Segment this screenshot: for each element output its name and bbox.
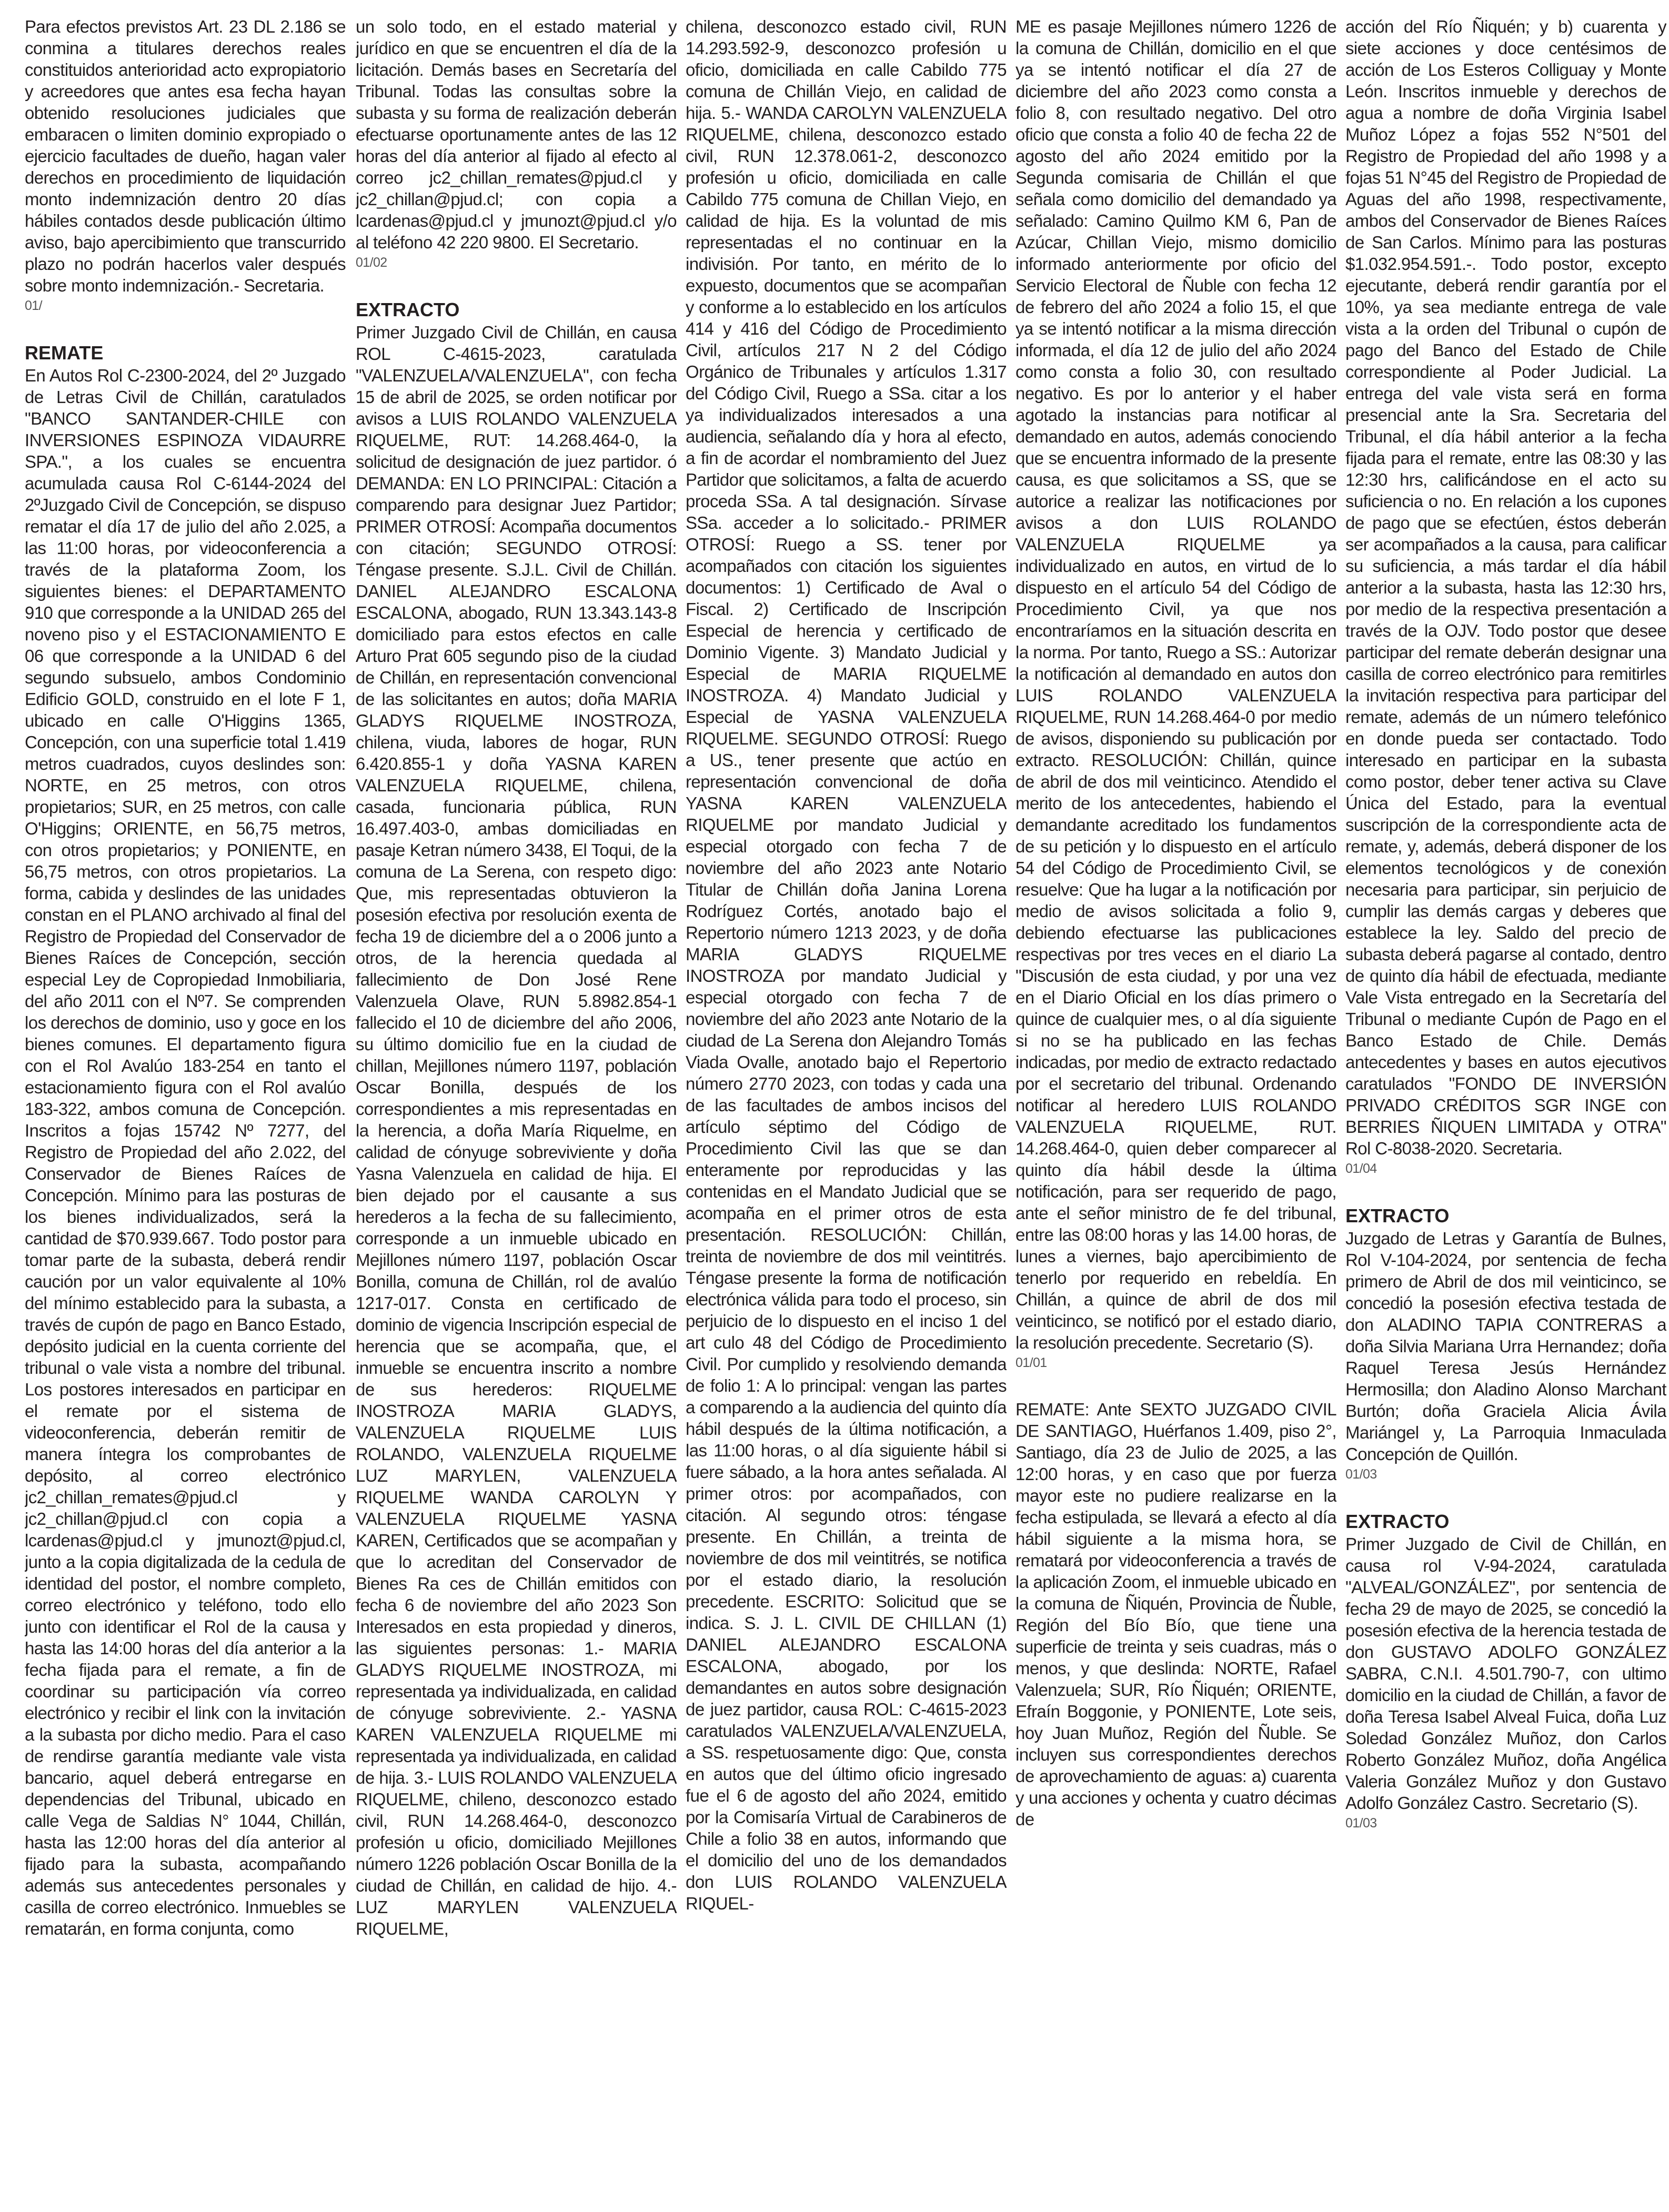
notice-text: Juzgado de Letras y Garantía de Bulnes, Rol V-104-2024, por sentencia de fecha primero de Abril de dos mil veinticinco, se concedió la posesión efectiva testada de don ALADINO TAPIA CONTRERAS a doña Silvia Mariana Urra Hernandez; doña Raquel Teresa Jesús Hernández Hermosilla; don Aladino Alonso Marchant Burtón; doña Graciela Alicia Ávila Mariángel y, La Parroquia Inmaculada Concepción de Quillón.	[1345, 1229, 1666, 1464]
notice-code: 01/03	[1345, 1467, 1377, 1482]
notice-text: Para efectos previstos Art. 23 DL 2.186 se conmina a titulares derechos reales constituidos anterioridad acto expropiatorio y acreedores que antes esa fecha hayan obtenido resoluciones judiciales que embaracen o limiten dominio expropiado o ejercicio facultades de dueño, hagan valer derechos en procedimiento de liquidación monto indemnización dentro 20 días hábiles contados desde publicación último aviso, bajo apercibimiento que transcurrido plazo no podrán hacerlos valer después sobre monto indemnización.- Secretaria.	[25, 17, 346, 295]
column-1	[25, 16, 346, 2199]
notice-text: En Autos Rol C-2300-2024, del 2º Juzgado de Letras Civil de Chillán, caratulados "BANCO SANTANDER-CHILE con INVERSIONES ESPINOZA VIDAURRE SPA.", a los cuales se encuentra acumulada causa Rol C-6144-2024 del 2ºJuzgado Civil de Concepción, se dispuso rematar el día 17 de julio del año 2.025, a las 11:00 horas, por videoconferencia a través de la plataforma Zoom, los siguientes bienes: el DEPARTAMENTO 910 que corresponde a la UNIDAD 265 del noveno piso y el ESTACIONAMIENTO E 06 que corresponde a la UNIDAD 6 del segundo subsuelo, ambos Condominio Edificio GOLD, construido en el lote F 1, ubicado en calle O'Higgins 1365, Concepción, con una superficie total 1.419 metros cuadrados, cuyos deslindes son: NORTE, en 25 metros, con otros propietarios; SUR, en 25 metros, con calle O'Higgins; ORIENTE, en 56,75 metros, con otros propietarios; y PONIENTE, en 56,75 metros, con otros propietarios. La forma, cabida y deslindes de las unidades constan en el PLANO archivado al final del Registro de Propiedad del Conservador de Bienes Raíces de Concepción, sección especial Ley de Copropiedad Inmobiliaria, del año 2011 con el Nº7. Se comprenden los derechos de dominio, uso y goce en los bienes comunes. El departamento figura con el Rol Avalúo 183-254 en tanto el estacionamiento figura con el Rol avalúo 183-322, ambos comuna de Concepción. Inscritos a fojas 15742 Nº 7277, del Registro de Propiedad del año 2.022, del Conservador de Bienes Raíces de Concepción. Mínimo para las posturas de los bienes individualizados, será la cantidad de $70.939.667. Todo postor para tomar parte de la subasta, deberá rendir caución por un valor equivalente al 10% del mínimo establecido para la subasta, a través de cupón de pago en Banco Estado, depósito judicial en la cuenta corriente del tribunal o vale vista a nombre del tribunal. Los postores interesados en participar en el remate por el sistema de videoconferencia, deberán remitir de manera íntegra los comprobantes de depósito, al correo electrónico jc2_chillan_remates@pjud.cl y jc2_chillan@pjud.cl con copia a lcardenas@pjud.cl y jmunozt@pjud.cl, junto a la copia digitalizada de la cedula de identidad del postor, el nombre completo, correo electrónico y teléfono, todo ello junto con identificar el Rol de la causa y hasta las 14:00 horas del día anterior a la fecha fijada para el remate, a fin de coordinar su participación vía correo electrónico y recibir el link con la invitación a la subasta por dicho medio. Para el caso de rendirse garantía mediante vale vista bancario, aquel deberá entregarse en dependencias del Tribunal, ubicado en calle Vega de Saldias N° 1044, Chillán, hasta las 12:00 horas del día anterior al fijado para la subasta, acompañando además sus antecedentes personales y casilla de correo electrónico. Inmuebles se rematarán, en forma conjunta, como	[25, 366, 346, 1938]
notice-text: REMATE: Ante SEXTO JUZGADO CIVIL DE SANTIAGO, Huérfanos 1.409, piso 2°, Santiago, día 23 de Julio de 2025, a las 12:00 horas, y en caso que por fuerza mayor este no pudiere realizarse en la fecha estipulada, se llevará a efecto al día hábil siguiente a la misma hora, se rematará por videoconferencia a través de la aplicación Zoom, el inmueble ubicado en la comuna de Ñiquén, Provincia de Ñuble, Región del Bío Bío, que tiene una superficie de treinta y seis cuadras, más o menos, y que deslinda: NORTE, Rafael Valenzuela; SUR, Río Ñiquén; ORIENTE, Efraín Boggonie, y PONIENTE, Lote seis, hoy Juan Muñoz, Región del Ñuble. Se incluyen sus correspondientes derechos de aprovechamiento de aguas: a) cuarenta y una acciones y ochenta y cuatro décimas de	[1016, 1400, 1336, 1829]
notice-code: 01/03	[1345, 1816, 1377, 1831]
column-4	[1016, 16, 1336, 2199]
notice-text: chilena, desconozco estado civil, RUN 14.293.592-9, desconozco profesión u oficio, domiciliada en calle Cabildo 775 comuna de Chillán Viejo, en calidad de hija. 5.- WANDA CAROLYN VALENZUELA RIQUELME, chilena, desconozco estado civil, RUN 12.378.061-2, desconozco profesión u oficio, domiciliada en calle Cabildo 775 comuna de Chillan Viejo, en calidad de hija. Es la voluntad de mis representadas el no continuar en la indivisión. Por tanto, en mérito de lo expuesto, documentos que se acompañan y conforme a lo establecido en los artículos 414 y 416 del Código de Procedimiento Civil, artículos 217 N 2 del Código Orgánico de Tribunales y artículos 1.317 del Código Civil, Ruego a SSa. citar a los ya individualizados interesados a una audiencia, señalando día y hora al efecto, a fin de acordar el nombramiento del Juez Partidor que solicitamos, a falta de acuerdo proceda SSa. A tal designación. Sírvase SSa. acceder a lo solicitado.- PRIMER OTROSÍ: Ruego a SS. tener por acompañados con citación los siguientes documentos: 1) Certificado de Aval o Fiscal. 2) Certificado de Inscripción Especial de herencia y certificado de Dominio Vigente. 3) Mandato Judicial y Especial de MARIA RIQUELME INOSTROZA. 4) Mandato Judicial y Especial de YASNA VALENZUELA RIQUELME. SEGUNDO OTROSÍ: Ruego a US., tener presente que actúo en representación convencional de doña YASNA KAREN VALENZUELA RIQUELME por mandato Judicial y especial otorgado con fecha 7 de noviembre del año 2023 ante Notario Titular de Chillán doña Janina Lorena Rodríguez Cortés, anotado bajo el Repertorio número 1213 2023, y de doña MARIA GLADYS RIQUELME INOSTROZA por mandato Judicial y especial otorgado con fecha 7 de noviembre del año 2023 ante Notario de la ciudad de La Serena don Alejandro Tomás Viada Ovalle, anotado bajo el Repertorio número 2770 2023, con todas y cada una de las facultades de ambos incisos del artículo séptimo del Código de Procedimiento Civil las que se dan enteramente por reproducidas y las contenidas en el Mandato Judicial que se acompaña en el primer otros de esta presentación. RESOLUCIÓN: Chillán, treinta de noviembre de dos mil veintitrés. Téngase presente la forma de notificación electrónica válida para todo el proceso, sin perjuicio de lo dispuesto en el inciso 1 del art culo 48 del Código de Procedimiento Civil. Por cumplido y resolviendo demanda de folio 1: A lo principal: vengan las partes a comparendo a la audiencia del quinto día hábil después de la última notificación, a las 11:00 horas, o al día siguiente hábil si fuere sábado, a la hora antes señalada. Al primer otros: por acompañados, con citación. Al segundo otros: téngase presente. En Chillán, a treinta de noviembre de dos mil veintitrés, se notifica por el estado diario, la resolución precedente. ESCRITO: Solicitud que se indica. S. J. L. CIVIL DE CHILLAN (1) DANIEL ALEJANDRO ESCALONA ESCALONA, abogado, por los demandantes en autos sobre designación de juez partidor, causa ROL: C-4615-2023 caratulados VALENZUELA/VALENZUELA, a SS. respetuosamente digo: Que, consta en autos que del último oficio ingresado fue el 6 de agosto del año 2024, emitido por la Comisaría Virtual de Carabineros de Chile a folio 38 en autos, informando que el domicilio del uno de los demandados don LUIS ROLANDO VALENZUELA RIQUEL-	[686, 17, 1007, 1913]
column-2	[356, 16, 677, 2199]
column-3	[686, 16, 1007, 2199]
notice-heading: EXTRACTO	[356, 299, 460, 320]
notice-text: Primer Juzgado Civil de Chillán, en causa ROL C-4615-2023, caratulada "VALENZUELA/VALENZUELA", con fecha 15 de abril de 2025, se orden notificar por avisos a LUIS ROLANDO VALENZUELA RIQUELME, RUT: 14.268.464-0, la solicitud de designación de juez partidor. ó DEMANDA: EN LO PRINCIPAL: Citación a comparendo para designar Juez Partidor; PRIMER OTROSÍ: Acompaña documentos con citación; SEGUNDO OTROSÍ: Téngase presente. S.J.L. Civil de Chillán. DANIEL ALEJANDRO ESCALONA ESCALONA, abogado, RUN 13.343.143-8 domiciliado para estos efectos en calle Arturo Prat 605 segundo piso de la ciudad de Chillán, en representación convencional de las solicitantes en autos; doña MARIA GLADYS RIQUELME INOSTROZA, chilena, viuda, labores de hogar, RUN 6.420.855-1 y doña YASNA KAREN VALENZUELA RIQUELME, chilena, casada, funcionaria pública, RUN 16.497.403-0, ambas domiciliadas en pasaje Ketran número 3438, El Toqui, de la comuna de La Serena, con respeto digo: Que, mis representadas obtuvieron la posesión efectiva por resolución exenta de fecha 19 de diciembre del a o 2006 junto a otros, de la herencia quedada al fallecimiento de Don José Rene Valenzuela Olave, RUN 5.8982.854-1 fallecido el 10 de diciembre del año 2006, su último domicilio fue en la ciudad de chillan, Mejillones número 1197, población Oscar Bonilla, después de los correspondientes a mis representadas en la herencia, a doña María Riquelme, en calidad de cónyuge sobreviviente y doña Yasna Valenzuela en calidad de hija. El bien dejado por el causante a sus herederos a la fecha de su fallecimiento, corresponde a un inmueble ubicado en Mejillones número 1197, población Oscar Bonilla, comuna de Chillán, rol de avalúo 1217-017. Consta en certificado de dominio de vigencia Inscripción especial de herencia que se acompaña, que, el inmueble se encuentra inscrito a nombre de sus herederos: RIQUELME INOSTROZA MARIA GLADYS, VALENZUELA RIQUELME LUIS ROLANDO, VALENZUELA RIQUELME LUZ MARYLEN, VALENZUELA RIQUELME WANDA CAROLYN Y VALENZUELA RIQUELME YASNA KAREN, Certificados que se acompañan y que lo acreditan del Conservador de Bienes Ra ces de Chillán emitidos con fecha 6 de noviembre del año 2023 Son Interesados en esta propiedad y dineros, las siguientes personas: 1.- MARIA GLADYS RIQUELME INOSTROZA, mi representada ya individualizada, en calidad de cónyuge sobreviviente. 2.- YASNA KAREN VALENZUELA RIQUELME mi representada ya individualizada, en calidad de hija. 3.- LUIS ROLANDO VALENZUELA RIQUELME, chileno, desconozco estado civil, RUN 14.268.464-0, desconozco profesión u oficio, domiciliado Mejillones número 1226 población Oscar Bonilla de la ciudad de Chillán, en calidad de hijo. 4.- LUZ MARYLEN VALENZUELA RIQUELME,	[356, 323, 677, 1938]
notice-code: 01/01	[1016, 1355, 1047, 1370]
notice-text: acción del Río Ñiquén; y b) cuarenta y siete acciones y doce centésimos de acción de Los Esteros Colliguay y Monte León. Inscritos inmueble y derechos de agua a nombre de doña Virginia Isabel Muñoz López a fojas 552 N°501 del Registro de Propiedad del año 1998 y a fojas 51 N°45 del Registro de Propiedad de Aguas del año 1998, respectivamente, ambos del Conservador de Bienes Raíces de San Carlos. Mínimo para las posturas $1.032.954.591.-. Todo postor, excepto ejecutante, deberá rendir garantía por el 10%, ya sea mediante entrega de vale vista a la orden del Tribunal o cupón de pago del Banco del Estado de Chile correspondiente al Poder Judicial. La entrega del vale vista será en forma presencial ante la Sra. Secretaria del Tribunal, el día hábil anterior a la fecha fijada para el remate, entre las 08:30 y las 12:30 hrs, calificándose en el acto su suficiencia o no. En relación a los cupones de pago que se efectúen, éstos deberán ser acompañados a la causa, para calificar su suficiencia, a más tardar el día hábil anterior a la subasta, hasta las 12:30 hrs, por medio de la respectiva presentación a través de la OJV. Todo postor que desee participar del remate deberán designar una casilla de correo electrónico para remitirles la invitación respectiva para participar del remate, además de un número telefónico en donde pueda ser contactado. Todo interesado en participar en la subasta como postor, deber tener activa su Clave Única del Estado, para la eventual suscripción de la correspondiente acta de remate, y, además, deberá disponer de los elementos tecnológicos y de conexión necesaria para participar, sin perjuicio de cumplir las demás cargas y deberes que establece la ley. Saldo del precio de subasta deberá pagarse al contado, dentro de quinto día hábil de efectuada, mediante Vale Vista entregado en la Secretaría del Tribunal o mediante Cupón de Pago en el Banco Estado de Chile. Demás antecedentes y bases en autos ejecutivos caratulados "FONDO DE INVERSIÓN PRIVADO CRÉDITOS SGR INGE con BERRIES ÑIQUEN LIMITADA y OTRA" Rol C-8038-2020. Secretaria.	[1345, 17, 1666, 1158]
notice-code: 01/02	[356, 255, 387, 270]
notice-heading: EXTRACTO	[1345, 1205, 1450, 1226]
notice-text: Primer Juzgado de Civil de Chillán, en causa rol V-94-2024, caratulada "ALVEAL/GONZÁLEZ", por sentencia de fecha 29 de mayo de 2025, se concedió la posesión efectiva de la herencia testada de don GUSTAVO ADOLFO GONZÁLEZ SABRA, C.N.I. 4.501.790-7, con ultimo domicilio en la ciudad de Chillán, a favor de doña Teresa Isabel Alveal Fuica, doña Luz Soledad González Muñoz, don Carlos Roberto González Muñoz, doña Angélica Valeria González Muñoz y don Gustavo Adolfo González Castro. Secretario (S).	[1345, 1534, 1666, 1813]
notice-heading: REMATE	[25, 342, 104, 364]
notice-heading: EXTRACTO	[1345, 1511, 1450, 1532]
notice-code: 01/04	[1345, 1161, 1377, 1176]
notice-text: un solo todo, en el estado material y jurídico en que se encuentren el día de la licitación. Demás bases en Secretaría del Tribunal. Todas las consultas sobre la subasta y su forma de realización deberán efectuarse oportunamente antes de las 12 horas del día anterior al fijado al efecto al correo jc2_chillan_remates@pjud.cl y jc2_chillan@pjud.cl; con copia a lcardenas@pjud.cl y jmunozt@pjud.cl y/o al teléfono 42 220 9800. El Secretario.	[356, 17, 677, 252]
notice-code: 01/	[25, 298, 42, 313]
notice-text: ME es pasaje Mejillones número 1226 de la comuna de Chillán, domicilio en el que ya se intentó notificar el día 27 de diciembre del año 2023 como consta a folio 8, con resultado negativo. Del otro oficio que consta a folio 40 de fecha 22 de agosto del año 2024 emitido por la Segunda comisaria de Chillán el que señala como domicilio del demandado ya señalado: Camino Quilmo KM 6, Pan de Azúcar, Chillan Viejo, mismo domicilio informado anteriormente por oficio del Servicio Electoral de Ñuble con fecha 12 de febrero del año 2024 a folio 15, el que ya se intentó notificar a la misma dirección informada, el día 12 de julio del año 2024 como consta a folio 30, con resultado negativo. Es por lo anterior y el haber agotado la instancias para notificar al demandado en autos, además conociendo que se encuentra informado de la presente causa, es que solicitamos a SS, que se autorice a realizar las notificaciones por avisos a don LUIS ROLANDO VALENZUELA RIQUELME ya individualizado en autos, en virtud de lo dispuesto en el artículo 54 del Código de Procedimiento Civil, ya que nos encontraríamos en la situación descrita en la norma. Por tanto, Ruego a SS.: Autorizar la notificación al demandado en autos don LUIS ROLANDO VALENZUELA RIQUELME, RUN 14.268.464-0 por medio de avisos, disponiendo su publicación por extracto. RESOLUCIÓN: Chillán, quince de abril de dos mil veinticinco. Atendido el merito de los antecedentes, habiendo el demandante acreditado los fundamentos de su petición y lo dispuesto en el artículo 54 del Código de Procedimiento Civil, se resuelve: Que ha lugar a la notificación por medio de avisos solicitada a folio 9, debiendo efectuarse las publicaciones respectivas por tres veces en el diario La "Discusión de esta ciudad, y por una vez en el Diario Oficial en los días primero o quince de cualquier mes, o al día siguiente si no se ha publicado en las fechas indicadas, por medio de extracto redactado por el secretario del tribunal. Ordenando notificar al heredero LUIS ROLANDO VALENZUELA RIQUELME, RUT. 14.268.464-0, quien deber comparecer al quinto día hábil desde la última notificación, para ser requerido de pago, ante el señor ministro de fe del tribunal, entre las 08:00 horas y las 14.00 horas, de lunes a viernes, bajo apercibimiento de tenerlo por requerido en rebeldía. En Chillán, a quince de abril de dos mil veinticinco, se notificó por el estado diario, la resolución precedente. Secretario (S).	[1016, 17, 1336, 1352]
column-5	[1345, 16, 1666, 2199]
